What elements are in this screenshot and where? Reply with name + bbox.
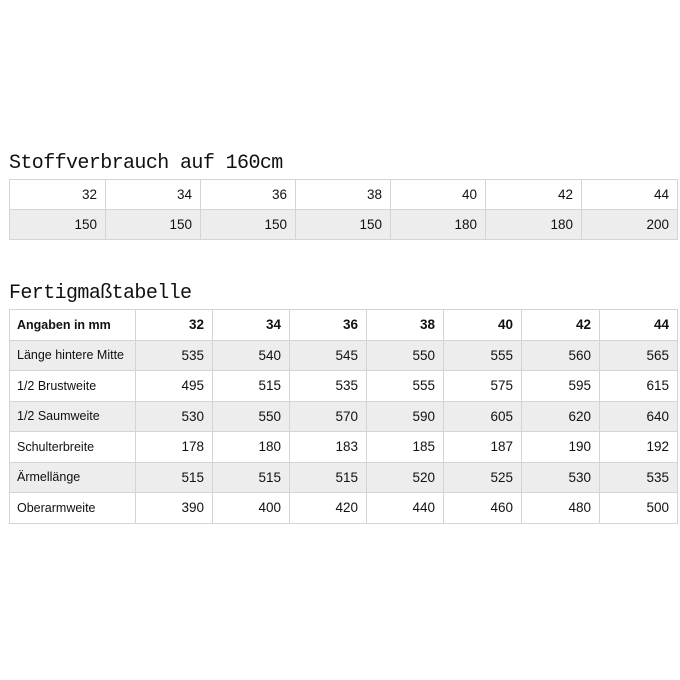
fabric-usage-title: Stoffverbrauch auf 160cm xyxy=(9,152,283,175)
value-cell: 185 xyxy=(367,432,444,463)
row-label-cell: Länge hintere Mitte xyxy=(10,340,136,371)
value-cell: 570 xyxy=(290,401,367,432)
finished-measurements-table xyxy=(9,309,678,524)
value-cell: 420 xyxy=(290,493,367,524)
table-row xyxy=(10,432,678,463)
value-cell: 605 xyxy=(444,401,522,432)
size-cell: 44 xyxy=(582,180,678,210)
fabric-value-cell: 180 xyxy=(486,210,582,240)
size-cell: 34 xyxy=(106,180,201,210)
table-row xyxy=(10,462,678,493)
value-cell: 480 xyxy=(522,493,600,524)
size-header-cell: 36 xyxy=(290,310,367,341)
value-cell: 615 xyxy=(600,371,678,402)
size-cell: 36 xyxy=(201,180,296,210)
value-cell: 640 xyxy=(600,401,678,432)
fabric-value-row xyxy=(10,210,678,240)
value-cell: 390 xyxy=(136,493,213,524)
fabric-value-cell: 150 xyxy=(106,210,201,240)
value-cell: 550 xyxy=(213,401,290,432)
table-row xyxy=(10,401,678,432)
row-label-cell: Schulterbreite xyxy=(10,432,136,463)
size-header-cell: 34 xyxy=(213,310,290,341)
size-cell: 38 xyxy=(296,180,391,210)
fabric-value-cell: 150 xyxy=(201,210,296,240)
value-cell: 525 xyxy=(444,462,522,493)
value-cell: 595 xyxy=(522,371,600,402)
value-cell: 520 xyxy=(367,462,444,493)
row-label-cell: Ärmellänge xyxy=(10,462,136,493)
header-label-cell: Angaben in mm xyxy=(10,310,136,341)
value-cell: 535 xyxy=(600,462,678,493)
fabric-value-cell: 150 xyxy=(296,210,391,240)
table-row xyxy=(10,493,678,524)
value-cell: 560 xyxy=(522,340,600,371)
fabric-value-cell: 180 xyxy=(391,210,486,240)
row-label-cell: Oberarmweite xyxy=(10,493,136,524)
size-cell: 40 xyxy=(391,180,486,210)
fabric-value-cell: 200 xyxy=(582,210,678,240)
value-cell: 515 xyxy=(213,371,290,402)
value-cell: 555 xyxy=(367,371,444,402)
value-cell: 495 xyxy=(136,371,213,402)
value-cell: 555 xyxy=(444,340,522,371)
row-label-cell: 1/2 Brustweite xyxy=(10,371,136,402)
value-cell: 620 xyxy=(522,401,600,432)
value-cell: 515 xyxy=(136,462,213,493)
fabric-value-cell: 150 xyxy=(10,210,106,240)
value-cell: 590 xyxy=(367,401,444,432)
fabric-usage-table xyxy=(9,179,678,240)
size-header-cell: 32 xyxy=(136,310,213,341)
value-cell: 565 xyxy=(600,340,678,371)
row-label-cell: 1/2 Saumweite xyxy=(10,401,136,432)
measurements-title: Fertigmaßtabelle xyxy=(9,282,192,305)
value-cell: 460 xyxy=(444,493,522,524)
size-header-cell: 38 xyxy=(367,310,444,341)
table-row xyxy=(10,371,678,402)
value-cell: 190 xyxy=(522,432,600,463)
value-cell: 400 xyxy=(213,493,290,524)
value-cell: 530 xyxy=(522,462,600,493)
size-cell: 32 xyxy=(10,180,106,210)
value-cell: 440 xyxy=(367,493,444,524)
size-cell: 42 xyxy=(486,180,582,210)
value-cell: 545 xyxy=(290,340,367,371)
value-cell: 540 xyxy=(213,340,290,371)
size-header-cell: 44 xyxy=(600,310,678,341)
value-cell: 500 xyxy=(600,493,678,524)
value-cell: 535 xyxy=(136,340,213,371)
measurements-header-row xyxy=(10,310,678,341)
size-header-cell: 42 xyxy=(522,310,600,341)
value-cell: 535 xyxy=(290,371,367,402)
value-cell: 192 xyxy=(600,432,678,463)
value-cell: 575 xyxy=(444,371,522,402)
fabric-size-row xyxy=(10,180,678,210)
value-cell: 515 xyxy=(213,462,290,493)
value-cell: 180 xyxy=(213,432,290,463)
value-cell: 530 xyxy=(136,401,213,432)
table-row xyxy=(10,340,678,371)
value-cell: 550 xyxy=(367,340,444,371)
value-cell: 178 xyxy=(136,432,213,463)
value-cell: 187 xyxy=(444,432,522,463)
size-header-cell: 40 xyxy=(444,310,522,341)
value-cell: 515 xyxy=(290,462,367,493)
value-cell: 183 xyxy=(290,432,367,463)
